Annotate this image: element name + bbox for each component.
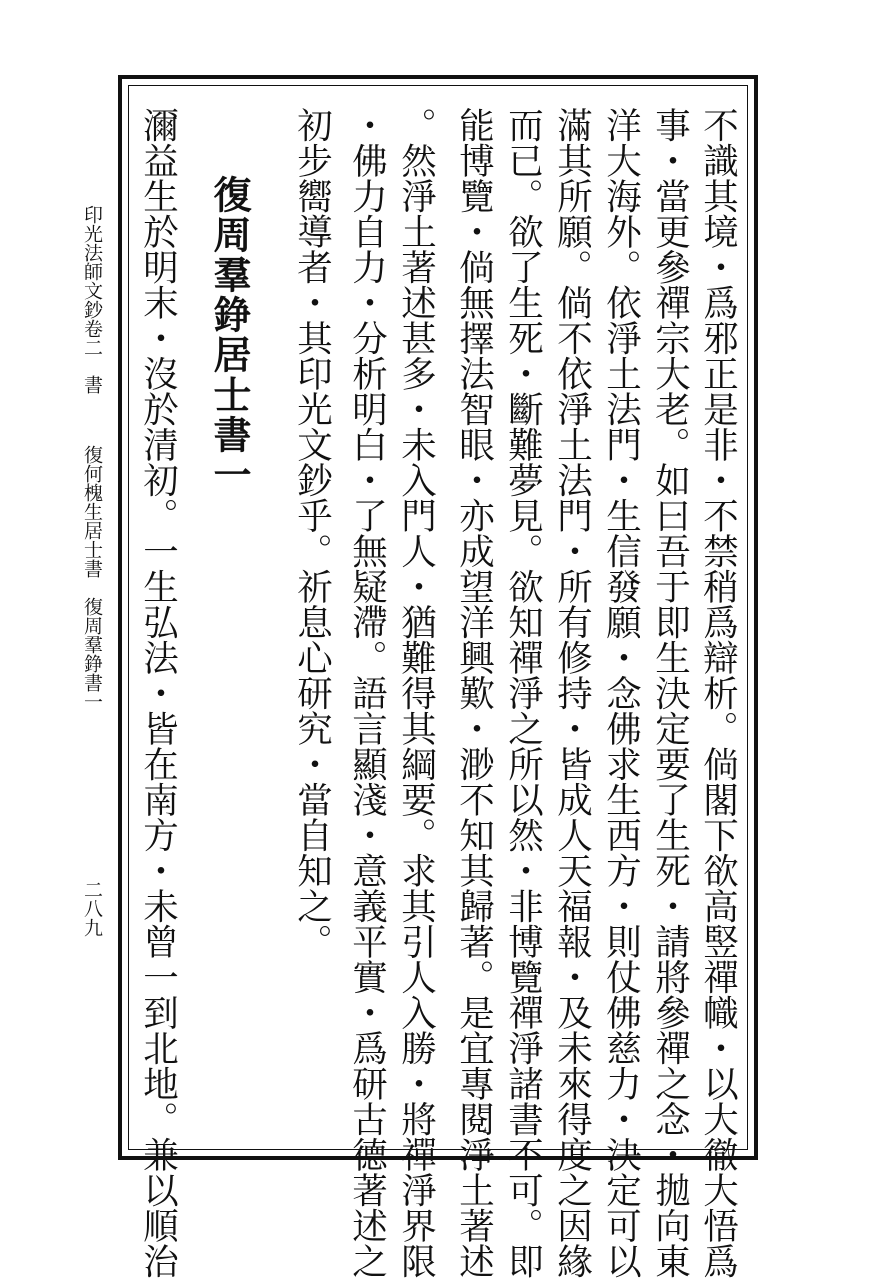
text-column-4: 滿其所願。倘不依淨土法門・所有修持・皆成人天福報・及未來得度之因緣 [551, 107, 593, 1279]
text-column-6: 能博覽・倘無擇法智眼・亦成望洋興歎・渺不知其歸著。是宜專閱淨土著述 [453, 107, 495, 1279]
text-column-10: 濔益生於明末・沒於清初。一生弘法・皆在南方・未曾一到北地。兼以順治 [137, 107, 179, 1279]
text-column-7: 。然淨土著述甚多・未入門人・猶難得其綱要。求其引人入勝・將禪淨界限 [395, 107, 437, 1279]
text-column-3: 洋大海外。依淨土法門・生信發願・念佛求生西方・則仗佛慈力・決定可以 [600, 107, 642, 1279]
text-column-8: ・佛力自力・分析明白・了無疑滯。語言顯淺・意義平實・爲研古德著述之 [346, 107, 388, 1279]
running-header-section: 書 [81, 375, 103, 394]
letter-title: 復周羣錚居士書一 [207, 175, 252, 495]
running-header-letter-titles: 復何槐生居士書 復周羣錚書一 [81, 445, 103, 711]
running-header-book-title: 印光法師文鈔卷二 [81, 205, 103, 357]
text-column-2: 事・當更參禪宗大老。如曰吾于即生決定要了生死・請將參禪之念・拋向東 [649, 107, 691, 1279]
text-column-5: 而已。欲了生死・斷難夢見。欲知禪淨之所以然・非博覽禪淨諸書不可。即 [502, 107, 544, 1279]
text-column-1: 不識其境・爲邪正是非・不禁稍爲辯析。倘閣下欲高竪禪幟・以大徹大悟爲 [697, 107, 739, 1279]
text-column-9: 初步嚮導者・其印光文鈔乎。祈息心研究・當自知之。 [291, 107, 333, 959]
page-number: 二八九 [81, 880, 103, 937]
